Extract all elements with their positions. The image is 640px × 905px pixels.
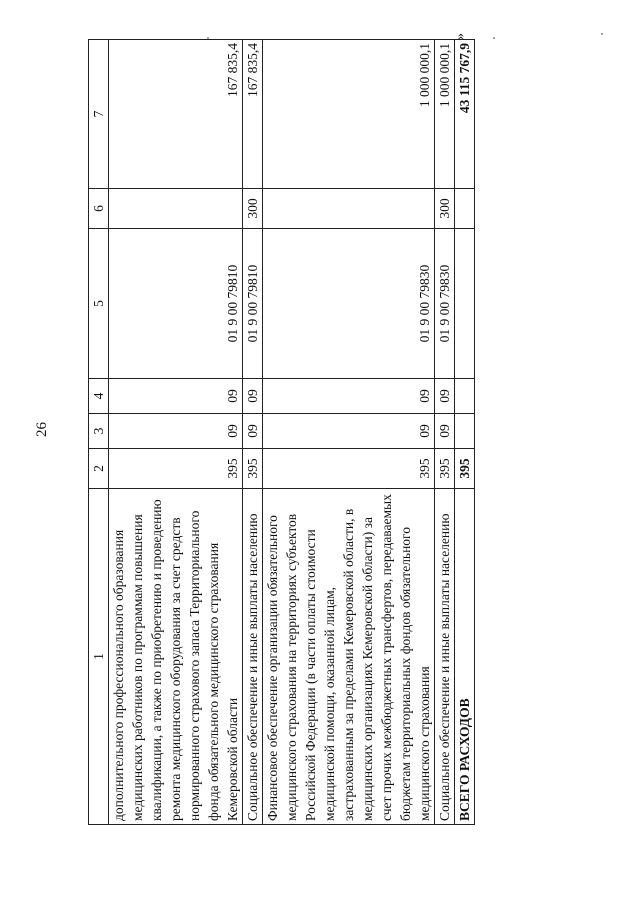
amount-cell: 167 835,4 (109, 40, 243, 189)
expense-type-cell: 300 (435, 189, 455, 229)
code-cell: 395 (243, 449, 263, 489)
header-cell: 6 (89, 189, 109, 229)
amount-cell: 1 000 000,1 (435, 40, 455, 189)
subsection-cell: 09 (263, 379, 435, 414)
table-row (243, 40, 263, 825)
header-cell: 3 (89, 414, 109, 449)
subsection-cell: 09 (109, 379, 243, 414)
expense-type-cell (263, 189, 435, 229)
code-cell: 395 (109, 449, 243, 489)
amount-cell: 1 000 000,1 (263, 40, 435, 189)
table-row (109, 40, 243, 825)
empty-cell (455, 414, 475, 449)
empty-cell (455, 379, 475, 414)
scan-speck (601, 33, 603, 35)
budget-table-container (88, 40, 472, 825)
empty-cell (455, 189, 475, 229)
table-row (263, 40, 435, 825)
expense-type-cell: 300 (243, 189, 263, 229)
total-amount-cell: 43 115 767,9 (455, 40, 475, 189)
total-row (455, 40, 475, 825)
amount-cell: 167 835,4 (243, 40, 263, 189)
row-name: Финансовое обеспечение организации обязательного медицинского страхования на территориях субъектов Российской Федерации (в части оплаты стоимости медицинской помощи, оказанной лицам, застрахованным за пределами Кемеровской области, в медицинских организациях Кемеровской области) за счет прочих межбюджетных трансфертов, передаваемых бюджетам территориальных фондов обязательного медицинского страхования (263, 489, 435, 825)
section-cell: 09 (263, 414, 435, 449)
table-row (435, 40, 455, 825)
expense-type-cell (109, 189, 243, 229)
total-label: ВСЕГО РАСХОДОВ (455, 489, 475, 825)
scan-speck (207, 37, 209, 39)
section-cell: 09 (243, 414, 263, 449)
section-cell: 09 (109, 414, 243, 449)
page-number: 26 (34, 422, 50, 437)
scan-speck (493, 37, 495, 39)
target-code-cell: 01 9 00 79830 (263, 229, 435, 379)
code-cell: 395 (263, 449, 435, 489)
header-cell: 4 (89, 379, 109, 414)
code-cell: 395 (435, 449, 455, 489)
header-cell: 7 (89, 40, 109, 189)
row-name: Социальное обеспечение и иные выплаты населению (435, 489, 455, 825)
empty-cell (455, 229, 475, 379)
header-cell: 5 (89, 229, 109, 379)
subsection-cell: 09 (435, 379, 455, 414)
target-code-cell: 01 9 00 79830 (435, 229, 455, 379)
target-code-cell: 01 9 00 79810 (109, 229, 243, 379)
total-code-cell: 395 (455, 449, 475, 489)
target-code-cell: 01 9 00 79810 (243, 229, 263, 379)
row-name: Социальное обеспечение и иные выплаты населению (243, 489, 263, 825)
section-cell: 09 (435, 414, 455, 449)
header-cell: 1 (89, 489, 109, 825)
subsection-cell: 09 (243, 379, 263, 414)
budget-table (88, 39, 475, 825)
header-cell: 2 (89, 449, 109, 489)
header-row (89, 40, 109, 825)
row-name: дополнительного профессионального образования медицинских работников по программам повышения квалификации, а также по приобретению и проведению ремонта медицинского оборудования за счет средств нормированного страхового запаса Территориального фонда обязательного медицинского страхования Кемеровской области (109, 489, 243, 825)
closing-quote-mark: » (453, 33, 468, 40)
